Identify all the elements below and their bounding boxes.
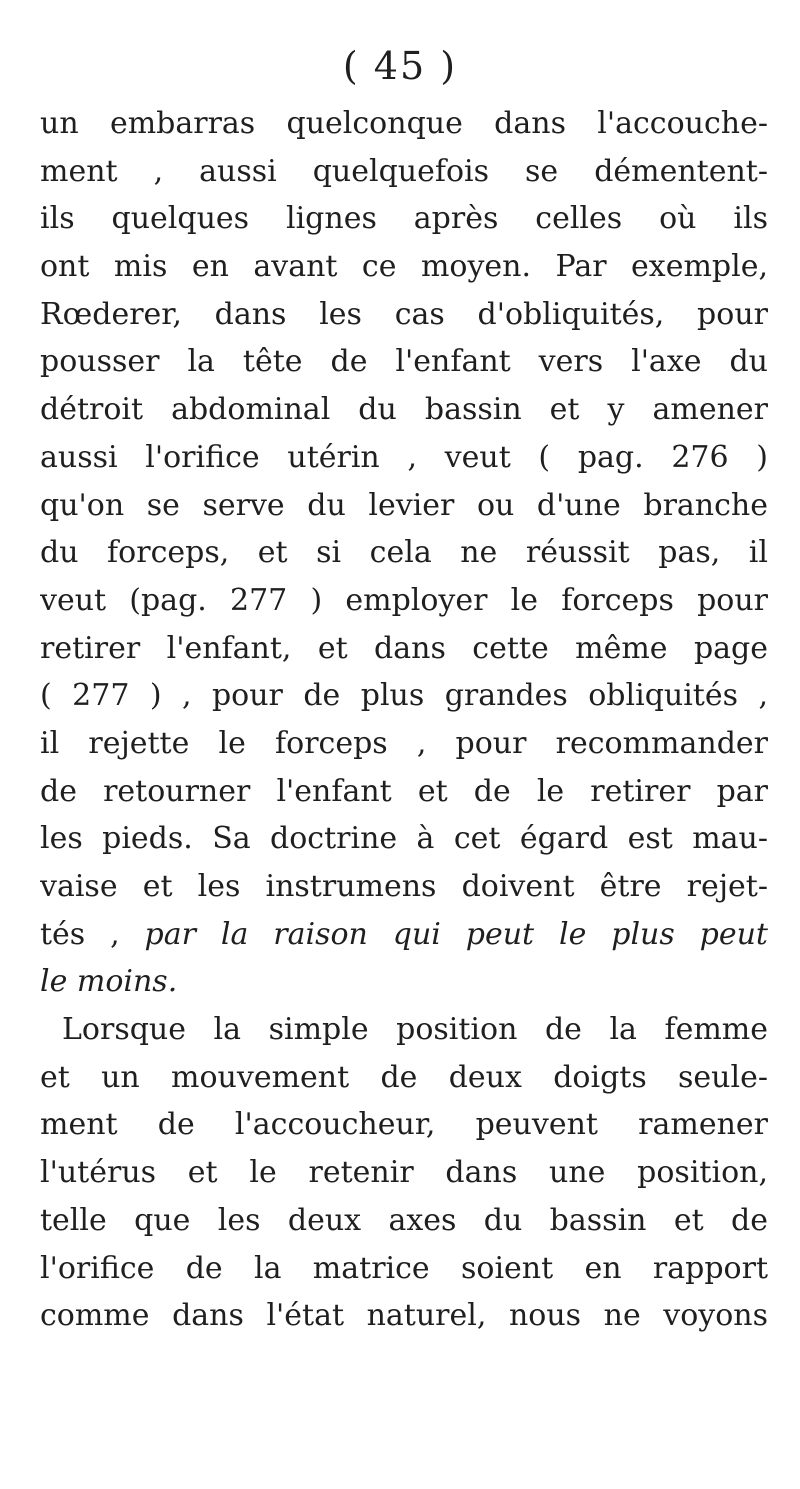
text-line: retirer l'enfant, et dans cette même page [40, 630, 768, 666]
text-line: ment de l'accoucheur, peuvent ramener [40, 1107, 768, 1143]
text-line: les pieds. Sa doctrine à cet égard est mau- [40, 821, 768, 857]
body-text [40, 100, 768, 1340]
text-line: l'orifice de la matrice soient en rapport [40, 1250, 768, 1286]
text-line: telle que les deux axes du bassin et de [40, 1202, 768, 1238]
italic-prefix: tés , [40, 916, 145, 952]
page-number: ( 45 ) [342, 44, 458, 88]
text-line: un embarras quelconque dans l'accouche- [40, 106, 768, 141]
text-line: du forceps, et si cela ne réussit pas, il [40, 535, 768, 571]
text-line-with-italic [40, 911, 768, 959]
text-line: l'utérus et le retenir dans une position, [40, 1155, 768, 1191]
text-line: ment , aussi quelquefois se démentent- [40, 153, 768, 189]
text-line: comme dans l'état naturel, nous ne voyons [40, 1298, 768, 1334]
text-line: et un mouvement de deux doigts seule- [40, 1059, 768, 1095]
text-line-italic: le moins. [40, 964, 178, 1000]
text-line: pousser la tête de l'enfant vers l'axe du [40, 344, 768, 380]
text-line: il rejette le forceps , pour recommander [40, 725, 768, 761]
paragraph-start-line: Lorsque la simple position de la femme [62, 1012, 768, 1048]
text-line: aussi l'orifice utérin , veut ( pag. 276 ) [40, 439, 768, 475]
text-line: détroit abdominal du bassin et y amener [40, 392, 768, 428]
italic-phrase: par la raison qui peut le plus peut [144, 916, 768, 952]
text-line: ils quelques lignes après celles où ils [40, 201, 768, 237]
text-line: ont mis en avant ce moyen. Par exemple, [40, 249, 768, 285]
text-line: veut (pag. 277 ) employer le forceps pour [40, 582, 768, 618]
text-line: qu'on se serve du levier ou d'une branche [40, 487, 768, 523]
text-line: ( 277 ) , pour de plus grandes obliquités , [40, 678, 768, 714]
text-line: de retourner l'enfant et de le retirer par [40, 773, 768, 809]
text-line: Rœderer, dans les cas d'obliquités, pour [40, 296, 768, 332]
text-line: vaise et les instrumens doivent être rejet- [40, 869, 768, 904]
